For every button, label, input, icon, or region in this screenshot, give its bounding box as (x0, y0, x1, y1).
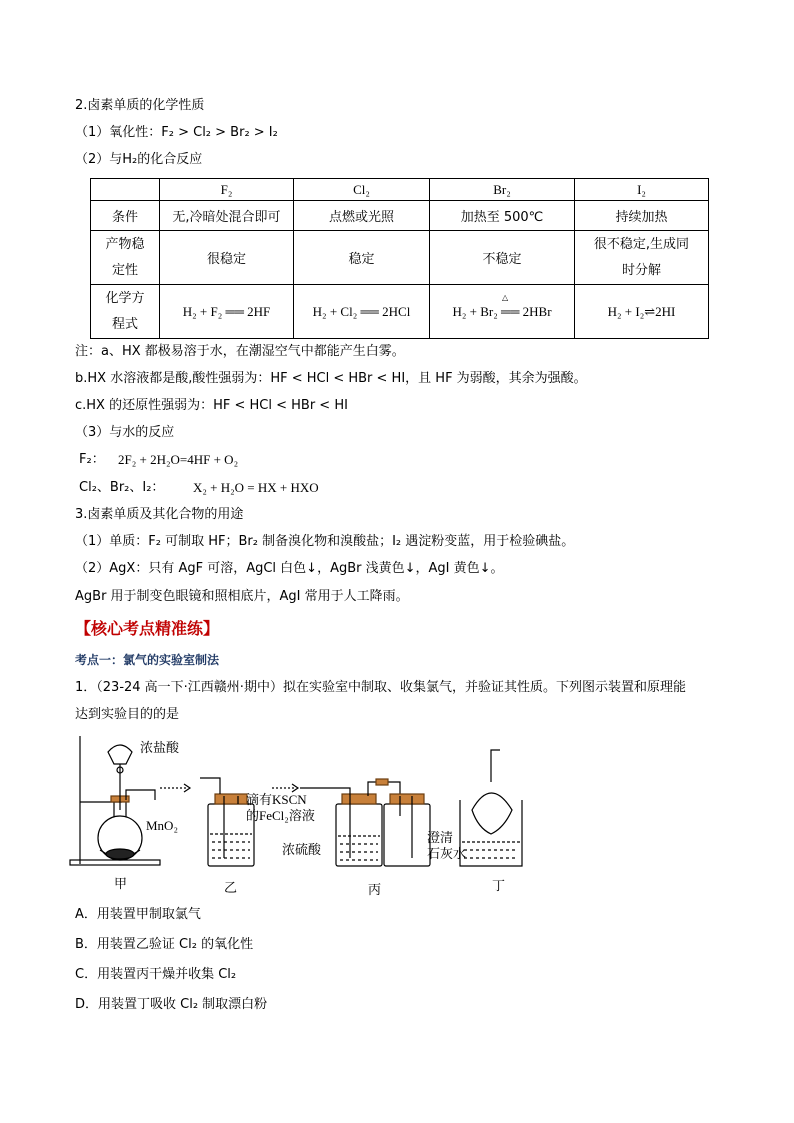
note-a: 注：a、HX 都极易溶于水，在潮湿空气中都能产生白雾。 (75, 344, 405, 359)
heat-mark: △ (502, 293, 509, 302)
practice-heading: 【核心考点精准练】 (75, 619, 220, 638)
row-label: 条件 (91, 201, 160, 231)
uses-agbr-agi: AgBr 用于制变色眼镜和照相底片，AgI 常用于人工降雨。 (75, 589, 409, 604)
bottle-bing-2 (384, 804, 430, 866)
table-cell: 持续加热 (575, 201, 709, 231)
option-b: B．用装置乙验证 Cl₂ 的氧化性 (75, 937, 254, 952)
table-header-f2: F₂ (160, 179, 294, 201)
table-header-cl2: Cl₂ (294, 179, 430, 201)
row-label: 化学方程式 (91, 285, 160, 339)
h2-reaction-title: （2）与H₂的化合反应 (75, 152, 203, 167)
row-label: 产物稳定性 (91, 231, 160, 285)
bottle-bing-1 (336, 804, 382, 866)
option-c: C．用装置丙干燥并收集 Cl₂ (75, 967, 237, 982)
label-mno2: MnO₂ (146, 818, 178, 833)
oxidation-order: （1）氧化性：F₂ > Cl₂ > Br₂ > I₂ (75, 125, 278, 140)
option-a: A．用装置甲制取氯气 (75, 907, 201, 922)
table-cell: 点燃或光照 (294, 201, 430, 231)
table-cell: 稳定 (294, 231, 430, 285)
table-cell: 加热至 500℃ (430, 201, 575, 231)
label-kscn-1: 滴有KSCN (246, 792, 307, 807)
beaker (460, 800, 522, 866)
label-bing: 丙 (368, 882, 382, 897)
equation-cell: H₂ + Cl₂ ══ 2HCl (294, 285, 430, 339)
table-cell: 无,冷暗处混合即可 (160, 201, 294, 231)
table-row (91, 231, 709, 285)
halogen-label: Cl₂、Br₂、I₂： (79, 480, 165, 495)
note-c: c.HX 的还原性强弱为：HF < HCl < HBr < HI (75, 398, 348, 413)
table-cell: 很稳定 (160, 231, 294, 285)
table-row (91, 201, 709, 231)
f2-equation: 2F₂ + 2H₂O=4HF + O₂ (118, 452, 239, 467)
label-lime-1: 澄清 (427, 830, 454, 845)
label-kscn-2: 的FeCl₂溶液 (246, 808, 315, 823)
table-header-br2: Br₂ (430, 179, 575, 201)
question-line-1: 1．（23-24 高一下·江西赣州·期中）拟在实验室中制取、收集氯气，并验证其性质。下列图示装置和原理能 (75, 680, 686, 695)
label-yi: 乙 (224, 880, 238, 895)
halogen-equation: X₂ + H₂O = HX + HXO (193, 480, 319, 495)
equation-cell: H₂ + F₂ ══ 2HF (160, 285, 294, 339)
label-h2so4: 浓硫酸 (282, 842, 322, 857)
section-title: 2.卤素单质的化学性质 (75, 98, 205, 113)
stand-base (70, 860, 160, 865)
label-conc-hcl: 浓盐酸 (140, 740, 180, 755)
table-cell: 很不稳定,生成同时分解 (575, 231, 709, 285)
apparatus-figure (60, 730, 540, 905)
equation-cell: H₂ + I₂⇌2HI (575, 285, 709, 339)
water-reaction-title: （3）与水的反应 (75, 425, 175, 440)
uses-element: （1）单质：F₂ 可制取 HF；Br₂ 制备溴化物和溴酸盐；I₂ 遇淀粉变蓝，用于检验碘盐。 (75, 534, 575, 549)
equation-text: H₂ + Br₂ ══ 2HBr (452, 303, 552, 319)
table-header-blank (91, 179, 160, 201)
f2-label: F₂： (79, 452, 105, 467)
separatory-funnel (108, 745, 132, 764)
inverted-funnel (472, 793, 512, 834)
option-d: D．用装置丁吸收 Cl₂ 制取漂白粉 (75, 997, 268, 1012)
table-cell: 不稳定 (430, 231, 575, 285)
label-ding: 丁 (492, 878, 506, 893)
halogen-property-table (90, 178, 709, 339)
table-header-i2: I₂ (575, 179, 709, 201)
uses-agx: （2）AgX：只有 AgF 可溶，AgCl 白色↓，AgBr 浅黄色↓，AgI 黄色↓。 (75, 561, 504, 576)
question-line-2: 达到实验目的的是 (75, 707, 180, 722)
note-b: b.HX 水溶液都是酸,酸性强弱为：HF < HCl < HBr < HI，且 HF 为弱酸，其余为强酸。 (75, 371, 587, 386)
uses-title: 3.卤素单质及其化合物的用途 (75, 507, 244, 522)
label-lime-2: 石灰水 (427, 846, 467, 861)
equation-cell (430, 285, 575, 339)
label-jia: 甲 (114, 876, 128, 891)
topic-title: 考点一：氯气的实验室制法 (75, 653, 220, 667)
table-row (91, 285, 709, 339)
